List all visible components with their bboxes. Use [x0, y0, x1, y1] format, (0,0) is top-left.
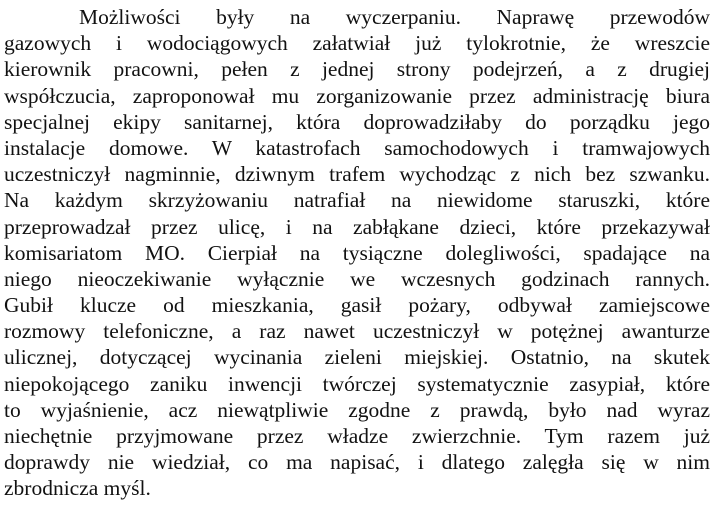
paragraph-line: doprawdy nie wiedział, co ma napisać, i dlatego zalęgła się w nim [4, 450, 710, 475]
paragraph-line: przeprowadzał przez ulicę, i na zabłąkane dzieci, które przekazywał [4, 214, 710, 239]
paragraph-line: ulicznej, dotyczącej wycinania zieleni miejskiej. Ostatnio, na skutek [4, 345, 710, 370]
paragraph-line: rozmowy telefoniczne, a raz nawet uczestniczył w potężnej awanturze [4, 319, 710, 344]
paragraph-line: Na każdym skrzyżowaniu natrafiał na niewidome staruszki, które [4, 188, 710, 213]
paragraph-line: to wyjaśnienie, acz niewątpliwie zgodne z prawdą, było nad wyraz [4, 397, 710, 422]
paragraph-line: gazowych i wodociągowych załatwiał już tylokrotnie, że wreszcie [4, 31, 710, 56]
paragraph-line: współczucia, zaproponował mu zorganizowanie przez administrację biura [4, 83, 710, 108]
paragraph-line: instalacje domowe. W katastrofach samochodowych i tramwajowych [4, 135, 710, 160]
paragraph-line: niechętnie przyjmowane przez władze zwierzchnie. Tym razem już [4, 424, 710, 448]
paragraph-line: zbrodnicza myśl. [4, 476, 151, 501]
paragraph-line: kierownik pracowni, pełen z jednej strony podejrzeń, a z drugiej [4, 57, 710, 82]
paragraph-line: komisariatom MO. Cierpiał na tysiączne dolegliwości, spadające na [4, 240, 710, 265]
paragraph-line: niepokojącego zaniku inwencji twórczej systematycznie zasypiał, które [4, 371, 710, 396]
paragraph [4, 4, 710, 502]
paragraph-line: niego nieoczekiwanie wyłącznie we wczesnych godzinach rannych. [4, 266, 710, 291]
paragraph-line: Możliwości były na wyczerpaniu. Naprawę przewodów [79, 5, 710, 29]
paragraph-line: uczestniczył nagminnie, dziwnym trafem wychodząc z nich bez szwanku. [4, 162, 710, 187]
paragraph-line: specjalnej ekipy sanitarnej, która doprowadziłaby do porządku jego [4, 109, 710, 134]
paragraph-line: Gubił klucze od mieszkania, gasił pożary, odbywał zamiejscowe [4, 293, 710, 318]
